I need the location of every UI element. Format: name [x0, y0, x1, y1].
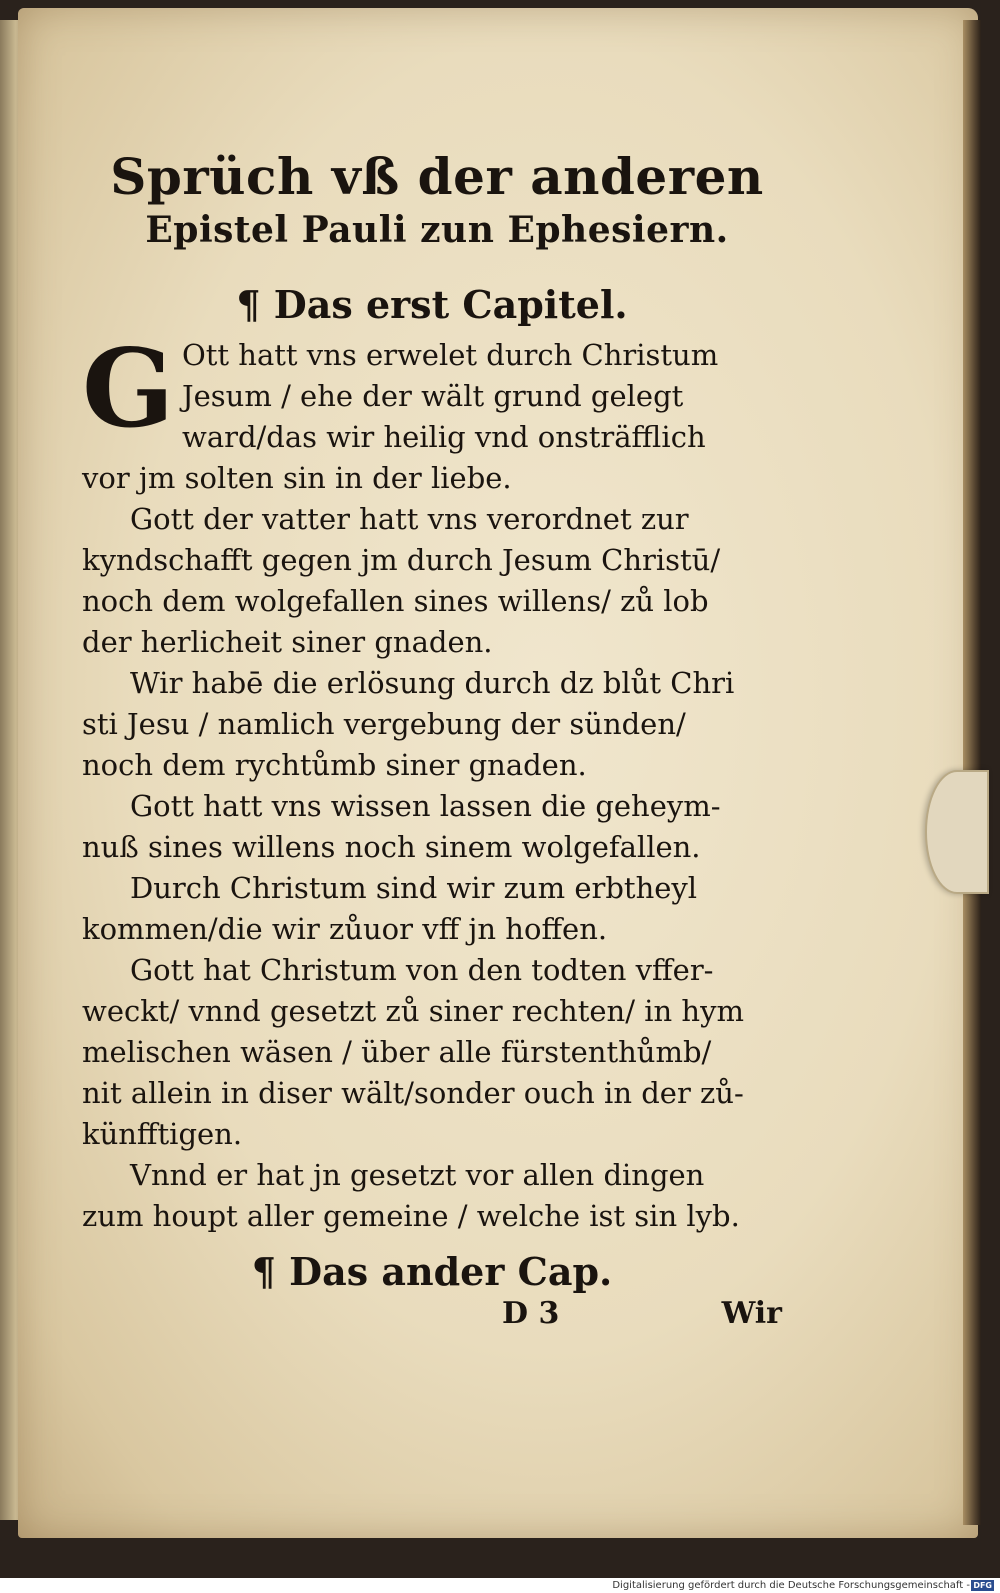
text-line: Wir habē die erlösung durch dz blůt Chri [130, 666, 735, 700]
page-footer [82, 1296, 782, 1336]
text-line: der herlicheit siner gnaden. [82, 625, 493, 659]
text-line: vor jm solten sin in der liebe. [82, 461, 512, 495]
drop-initial: G [82, 326, 175, 452]
paragraph-7 [82, 1155, 782, 1237]
text-line: Ott hatt vns erwelet durch Christum [182, 338, 719, 372]
text-line: Gott hat Christum von den todten vffer- [130, 953, 714, 987]
text-line: kommen/die wir zůuor vff jn hoffen. [82, 912, 608, 946]
page-title [92, 147, 782, 256]
text-line: ward/das wir heilig vnd onsträfflich [182, 420, 706, 454]
text-line: nuß sines willens noch sinem wolgefallen. [82, 830, 701, 864]
text-line: noch dem rychtůmb siner gnaden. [82, 748, 587, 782]
title-line-1: Sprüch vß der anderen [110, 147, 764, 206]
page-clip [925, 770, 989, 894]
text-line: Vnnd er hat jn gesetzt vor allen dingen [130, 1158, 705, 1192]
title-line-2: Epistel Pauli zun Ephesiern. [145, 209, 729, 251]
paragraph-3 [82, 663, 782, 786]
chapter-heading-2: ¶ Das ander Cap. [251, 1249, 613, 1294]
dfg-logo: DFG [973, 1581, 992, 1590]
text-line: Gott der vatter hatt vns verordnet zur [130, 502, 689, 536]
text-line: künfftigen. [82, 1117, 243, 1151]
text-line: Durch Christum sind wir zum erbtheyl [130, 871, 698, 905]
digitization-credit: Digitalisierung gefördert durch die Deutsche Forschungsgemeinschaft - [612, 1580, 970, 1591]
catchword: Wir [721, 1296, 782, 1331]
text-line: weckt/ vnnd gesetzt zů siner rechten/ in hym [82, 994, 744, 1028]
text-line: kyndschafft gegen jm durch Jesum Christū/ [82, 543, 721, 577]
text-line: Jesum / ehe der wält grund gelegt [182, 379, 684, 413]
paragraph-1 [82, 326, 782, 499]
text-line: melischen wäsen / über alle fürstenthůmb/ [82, 1035, 712, 1069]
text-line: sti Jesu / namlich vergebung der sünden/ [82, 707, 686, 741]
chapter-heading-1: ¶ Das erst Capitel. [236, 282, 628, 327]
paragraph-4 [82, 786, 782, 868]
text-line: nit allein in diser wält/sonder ouch in der zů- [82, 1076, 744, 1110]
paragraph-5 [82, 868, 782, 950]
text-line: Gott hatt vns wissen lassen die geheym- [130, 789, 721, 823]
signature-mark: D 3 [502, 1296, 560, 1331]
text-line: zum houpt aller gemeine / welche ist sin lyb. [82, 1199, 740, 1233]
text-line: noch dem wolgefallen sines willens/ zů lob [82, 584, 709, 618]
paragraph-2 [82, 499, 782, 663]
page-text [82, 147, 782, 1336]
paragraph-6 [82, 950, 782, 1155]
